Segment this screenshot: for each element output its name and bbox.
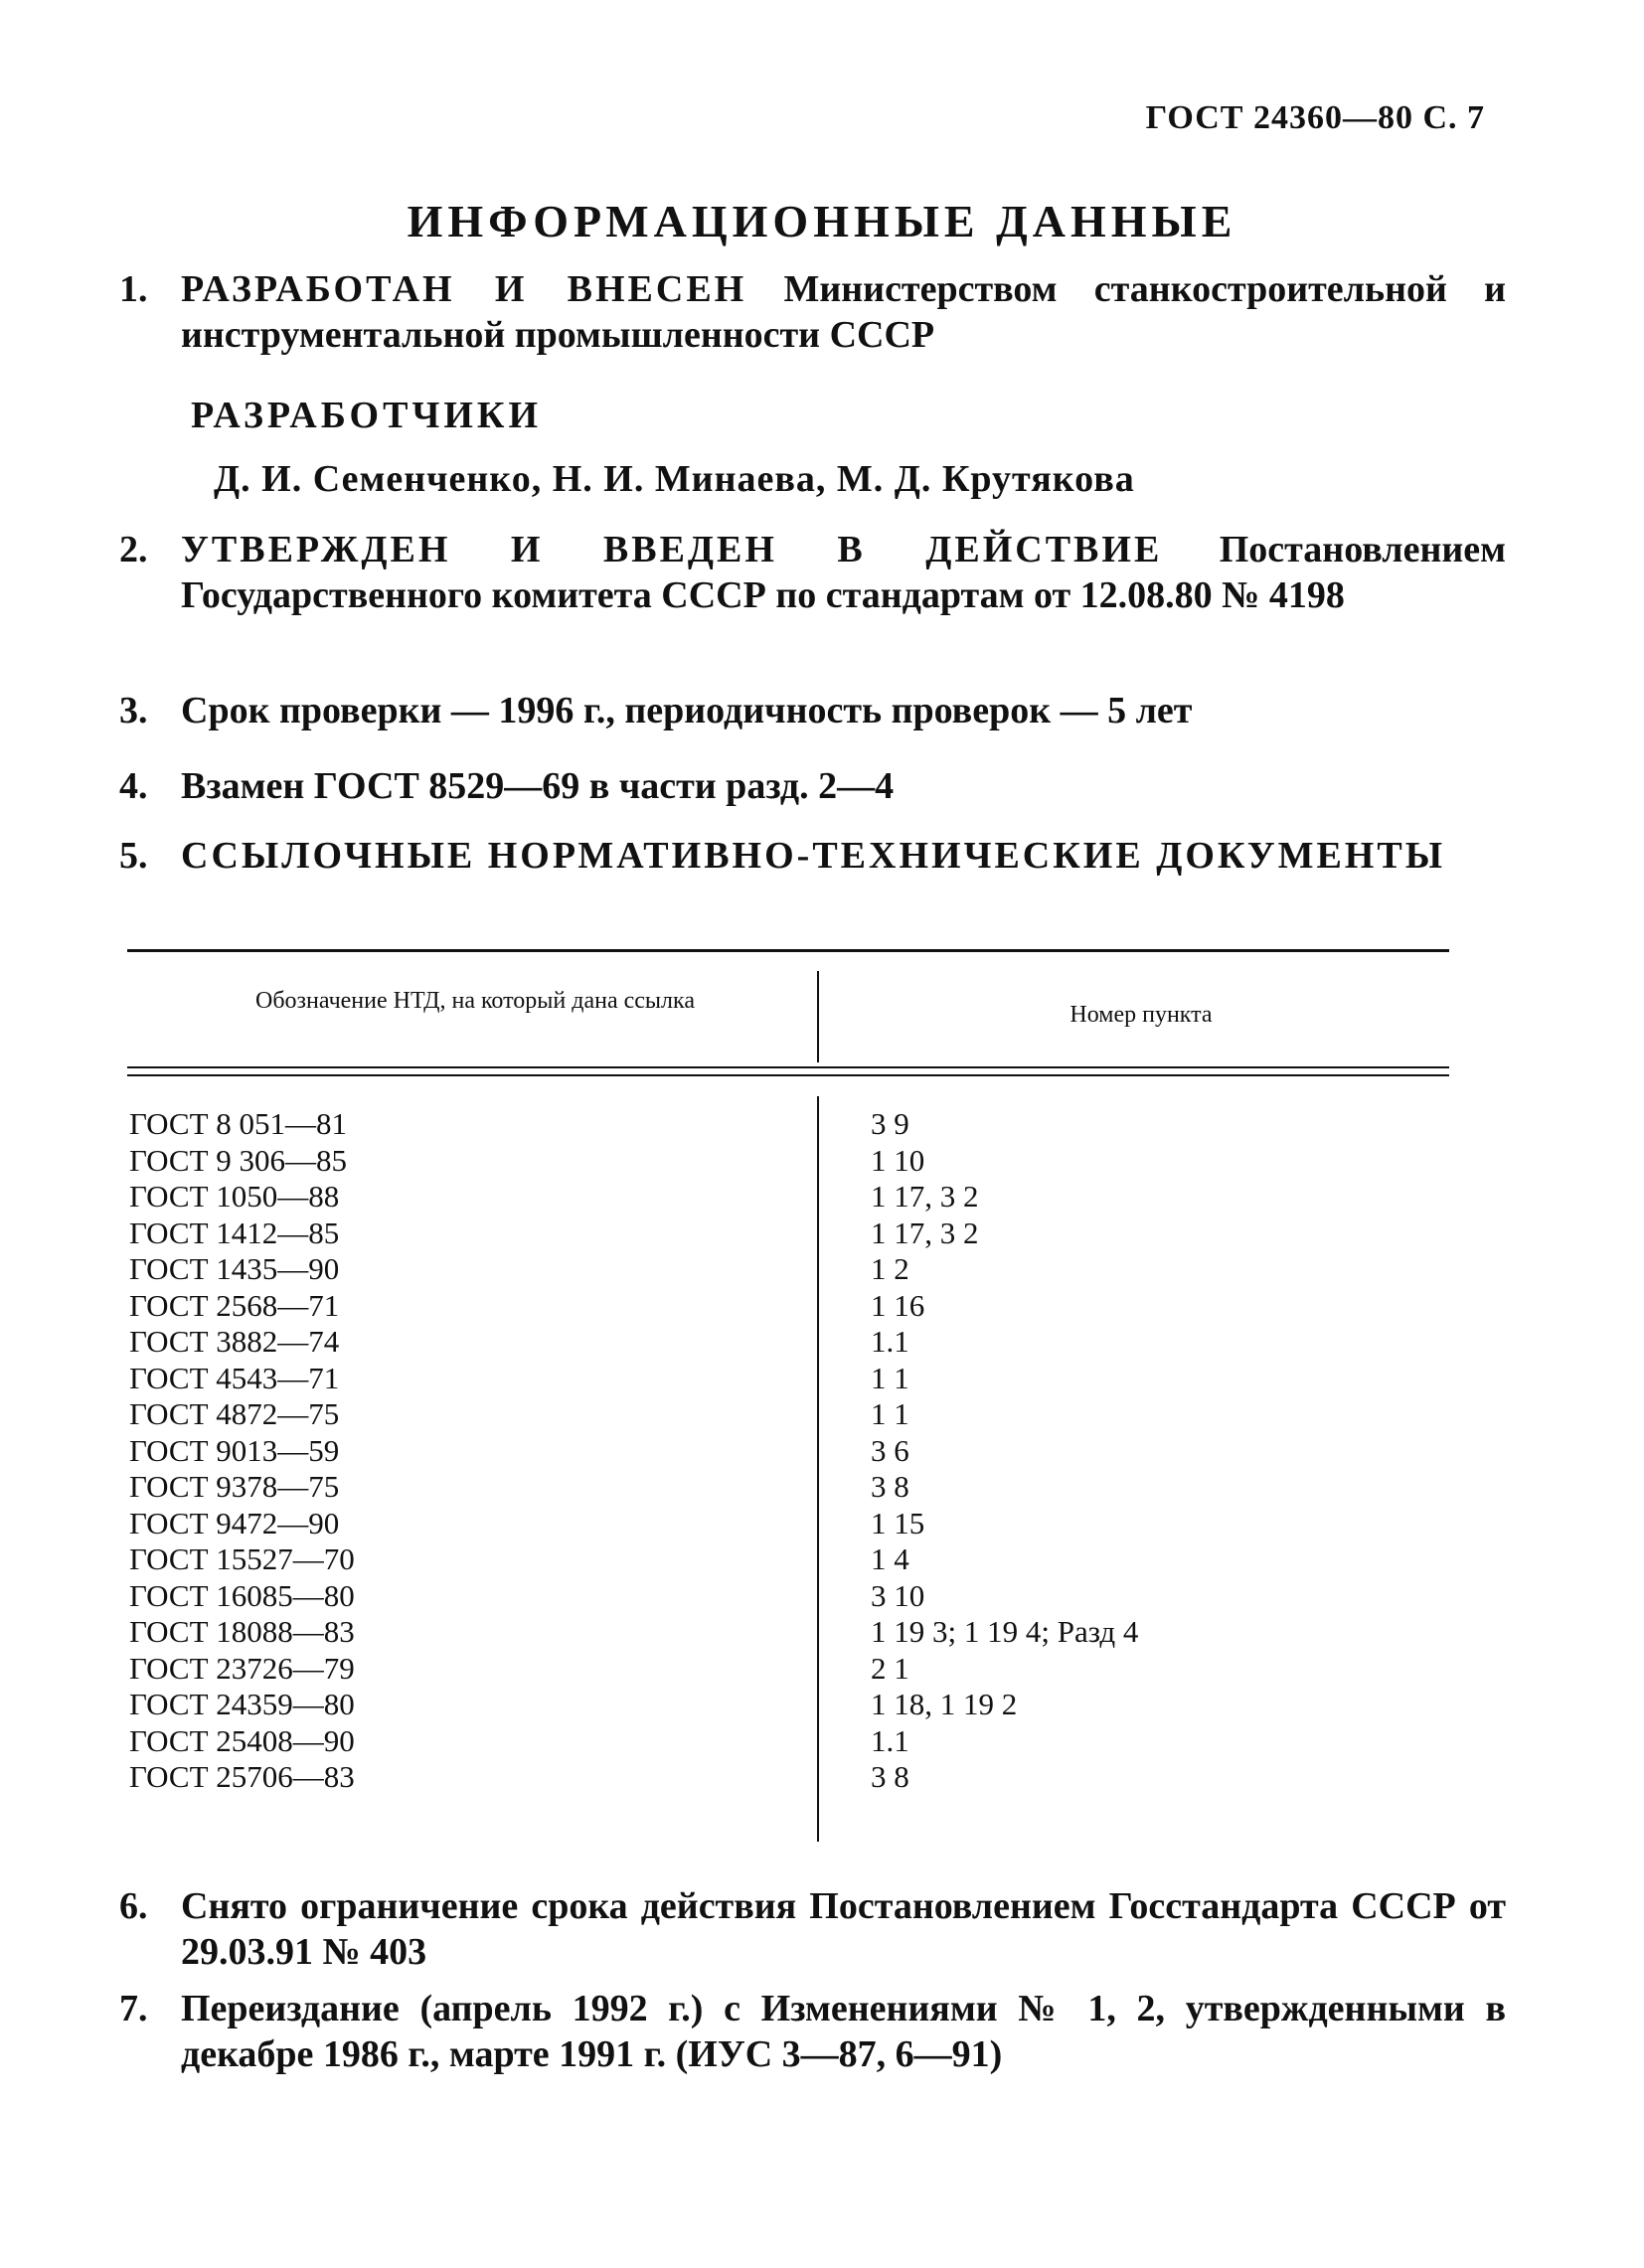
item-number: 1 1 — [871, 1396, 909, 1431]
header-column-divider — [817, 971, 819, 1062]
item-number: 1 10 — [871, 1142, 925, 1178]
table-row — [127, 1469, 1449, 1506]
page-title: ИНФОРМАЦИОННЫЕ ДАННЫЕ — [407, 196, 1237, 246]
item-number: 1 16 — [871, 1287, 925, 1323]
table-row — [127, 1179, 1449, 1215]
section-text: Взамен ГОСТ 8529—69 в части разд. 2—4 — [181, 765, 895, 807]
ntd-designation: ГОСТ 4872—75 — [129, 1396, 340, 1431]
section-number: 3. — [119, 690, 148, 731]
table-row — [127, 1433, 1449, 1470]
section-2 — [119, 527, 1506, 618]
ntd-designation: ГОСТ 1435—90 — [129, 1251, 340, 1286]
section-lead: ССЫЛОЧНЫЕ НОРМАТИВНО-ТЕХНИЧЕСКИЕ ДОКУМЕНТЫ — [181, 835, 1446, 877]
section-number: 7. — [119, 1988, 148, 2029]
ntd-designation: ГОСТ 1412—85 — [129, 1215, 340, 1250]
section-7 — [119, 1986, 1506, 2077]
item-number: 1.1 — [871, 1324, 909, 1359]
reference-table — [127, 949, 1449, 1844]
developers-names: Д. И. Семенченко, Н. И. Минаева, М. Д. Крутякова — [214, 458, 1135, 500]
table-row — [127, 1215, 1449, 1252]
item-number: 3 10 — [871, 1577, 925, 1613]
item-number: 1 2 — [871, 1251, 909, 1286]
section-number: 4. — [119, 765, 148, 807]
section-4 — [119, 763, 1506, 809]
ntd-designation: ГОСТ 16085—80 — [129, 1577, 355, 1613]
item-number: 1 1 — [871, 1360, 909, 1395]
section-number: 5. — [119, 835, 148, 877]
item-number: 1 19 3; 1 19 4; Разд 4 — [871, 1614, 1139, 1649]
ntd-designation: ГОСТ 25706—83 — [129, 1759, 355, 1794]
section-text: Снято ограничение срока действия Постановлением Госстандарта СССР от 29.03.91 № 403 — [181, 1885, 1506, 1973]
item-number: 1 4 — [871, 1541, 909, 1576]
item-number: 1 18, 1 19 2 — [871, 1687, 1018, 1721]
section-lead: РАЗРАБОТАН И ВНЕСЕН — [181, 268, 747, 310]
ntd-designation: ГОСТ 9378—75 — [129, 1469, 340, 1504]
item-number: 1 17, 3 2 — [871, 1215, 979, 1250]
ntd-designation: ГОСТ 18088—83 — [129, 1614, 355, 1649]
table-header-rule — [127, 1066, 1449, 1068]
table-header-rule — [127, 1074, 1449, 1076]
section-number: 2. — [119, 529, 148, 570]
table-row — [127, 1541, 1449, 1578]
section-text: Срок проверки — 1996 г., периодичность проверок — 5 лет — [181, 690, 1193, 731]
table-row — [127, 1578, 1449, 1615]
item-number: 1.1 — [871, 1722, 909, 1758]
item-number: 1 17, 3 2 — [871, 1179, 979, 1214]
table-row — [127, 1288, 1449, 1325]
section-text: Переиздание (апрель 1992 г.) с Изменениями № 1, 2, утвержденными в декабре 1986 г., марте 1991 г. (ИУС 3—87, 6—91) — [181, 1988, 1506, 2075]
item-number: 3 9 — [871, 1106, 909, 1141]
section-number: 6. — [119, 1885, 148, 1927]
ntd-designation: ГОСТ 23726—79 — [129, 1650, 355, 1686]
table-top-rule — [127, 949, 1449, 952]
table-row — [127, 1106, 1449, 1143]
table-body — [127, 1106, 1449, 1796]
item-number: 3 8 — [871, 1759, 909, 1794]
table-header-document: Обозначение НТД, на который дана ссылка — [255, 988, 695, 1014]
item-number: 3 8 — [871, 1469, 909, 1504]
ntd-designation: ГОСТ 2568—71 — [129, 1287, 340, 1323]
table-row — [127, 1396, 1449, 1433]
table-row — [127, 1251, 1449, 1288]
item-number: 3 6 — [871, 1432, 909, 1468]
ntd-designation: ГОСТ 24359—80 — [129, 1687, 355, 1721]
table-row — [127, 1143, 1449, 1180]
ntd-designation: ГОСТ 4543—71 — [129, 1360, 340, 1395]
table-row — [127, 1651, 1449, 1688]
developers-heading: РАЗРАБОТЧИКИ — [191, 395, 543, 436]
section-6 — [119, 1883, 1506, 1975]
page-header-code: ГОСТ 24360—80 С. 7 — [1145, 99, 1485, 136]
ntd-designation: ГОСТ 1050—88 — [129, 1179, 340, 1214]
table-row — [127, 1506, 1449, 1542]
section-1 — [119, 266, 1506, 358]
item-number: 1 15 — [871, 1505, 925, 1540]
table-row — [127, 1759, 1449, 1796]
section-text: Постановлением Государственного комитета СССР по стандартам от 12.08.80 № 4198 — [181, 529, 1506, 616]
table-row — [127, 1723, 1449, 1760]
ntd-designation: ГОСТ 3882—74 — [129, 1324, 340, 1359]
ntd-designation: ГОСТ 15527—70 — [129, 1541, 355, 1576]
table-header-item: Номер пункта — [1069, 1002, 1213, 1028]
table-row — [127, 1687, 1449, 1723]
ntd-designation: ГОСТ 9 306—85 — [129, 1142, 348, 1178]
section-3 — [119, 688, 1506, 733]
section-5 — [119, 833, 1506, 879]
ntd-designation: ГОСТ 25408—90 — [129, 1722, 355, 1758]
section-lead: УТВЕРЖДЕН И ВВЕДЕН В ДЕЙСТВИЕ — [181, 529, 1163, 570]
ntd-designation: ГОСТ 9013—59 — [129, 1432, 340, 1468]
item-number: 2 1 — [871, 1650, 909, 1686]
section-number: 1. — [119, 268, 148, 310]
table-row — [127, 1614, 1449, 1651]
table-row — [127, 1324, 1449, 1361]
ntd-designation: ГОСТ 9472—90 — [129, 1505, 340, 1540]
table-row — [127, 1361, 1449, 1397]
section-text: Министерством станкостроительной и инструментальной промышленности СССР — [181, 268, 1507, 356]
ntd-designation: ГОСТ 8 051—81 — [129, 1106, 348, 1141]
